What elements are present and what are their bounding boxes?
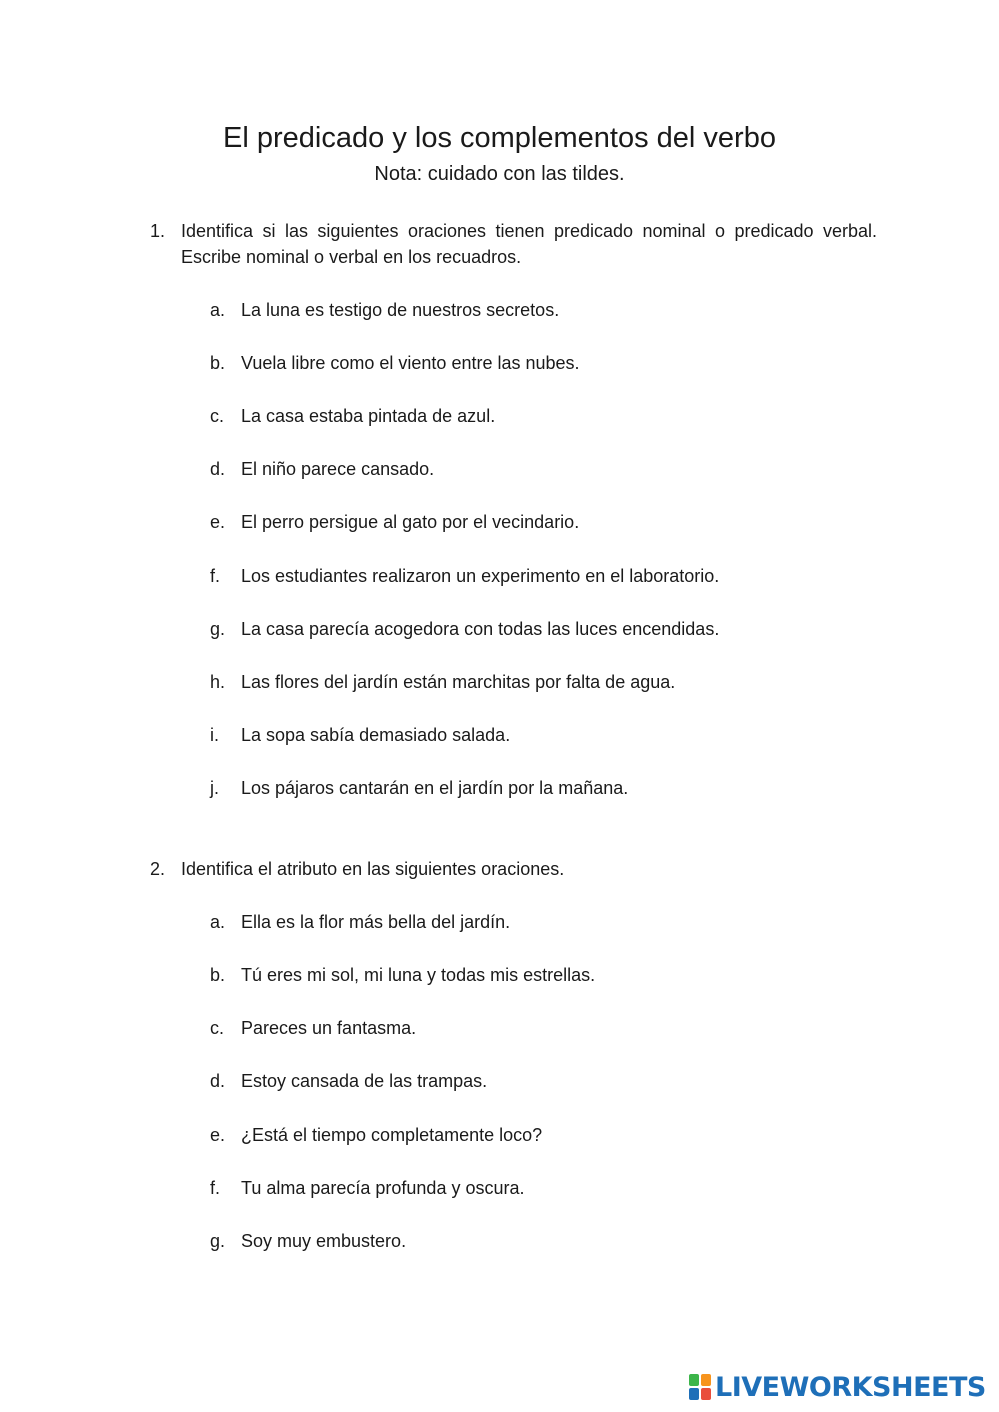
item-letter: g. [210,1231,226,1251]
item-text: Los pájaros cantarán en el jardín por la mañana. [241,778,629,798]
item-letter: h. [210,672,226,692]
list-item [210,669,675,695]
item-letter: d. [210,1071,226,1091]
item-letter: e. [210,512,226,532]
list-item [210,563,719,589]
logo-square-orange [701,1374,711,1386]
item-text: La casa parecía acogedora con todas las luces encendidas. [241,619,720,639]
item-letter: g. [210,619,226,639]
logo-square-green [689,1374,699,1386]
liveworksheets-logo-icon [689,1374,711,1400]
item-text: La casa estaba pintada de azul. [241,406,496,426]
item-text: La luna es testigo de nuestros secretos. [241,300,560,320]
item-letter: e. [210,1125,226,1145]
list-item [210,616,719,642]
item-letter: f. [210,566,221,586]
logo-square-blue [689,1388,699,1400]
item-text: Los estudiantes realizaron un experimento en el laboratorio. [241,566,720,586]
question-number: 2. [150,859,166,879]
list-item [210,403,495,429]
item-letter: c. [210,406,225,426]
page-subtitle: Nota: cuidado con las tildes. [374,163,625,185]
logo-square-red [701,1388,711,1400]
item-text: ¿Está el tiempo completamente loco? [241,1125,543,1145]
list-item [210,909,510,935]
item-letter: a. [210,912,226,932]
item-text: Las flores del jardín están marchitas por falta de agua. [241,672,676,692]
item-text: Vuela libre como el viento entre las nubes. [241,353,580,373]
list-item [210,962,595,988]
list-item [210,456,434,482]
list-item [210,1015,416,1041]
list-item [210,350,580,376]
page-title: El predicado y los complementos del verbo [223,122,776,154]
item-letter: i. [210,725,219,745]
question-2 [150,856,877,882]
list-item [210,509,579,535]
list-item [210,1068,487,1094]
list-item [210,775,628,801]
question-1 [150,218,877,270]
list-item [210,1122,542,1148]
item-letter: d. [210,459,226,479]
item-text: La sopa sabía demasiado salada. [241,725,511,745]
item-letter: b. [210,965,226,985]
item-letter: a. [210,300,226,320]
question-text: Identifica si las siguientes oraciones tienen predicado nominal o predicado verbal. Escribe nominal o verbal en los recuadros. [181,221,877,267]
item-letter: b. [210,353,226,373]
item-text: Tu alma parecía profunda y oscura. [241,1178,525,1198]
item-letter: j. [210,778,219,798]
liveworksheets-logo[interactable] [689,1370,986,1404]
item-letter: c. [210,1018,225,1038]
item-text: Estoy cansada de las trampas. [241,1071,488,1091]
item-letter: f. [210,1178,221,1198]
list-item [210,722,510,748]
list-item [210,297,559,323]
item-text: El perro persigue al gato por el vecindario. [241,512,580,532]
item-text: Ella es la flor más bella del jardín. [241,912,511,932]
question-number: 1. [150,221,166,241]
item-text: Soy muy embustero. [241,1231,407,1251]
item-text: Pareces un fantasma. [241,1018,417,1038]
item-text: El niño parece cansado. [241,459,435,479]
item-text: Tú eres mi sol, mi luna y todas mis estrellas. [241,965,596,985]
logo-text: LIVEWORKSHEETS [715,1371,986,1403]
list-item [210,1228,406,1254]
list-item [210,1175,524,1201]
question-text: Identifica el atributo en las siguientes oraciones. [181,859,565,879]
